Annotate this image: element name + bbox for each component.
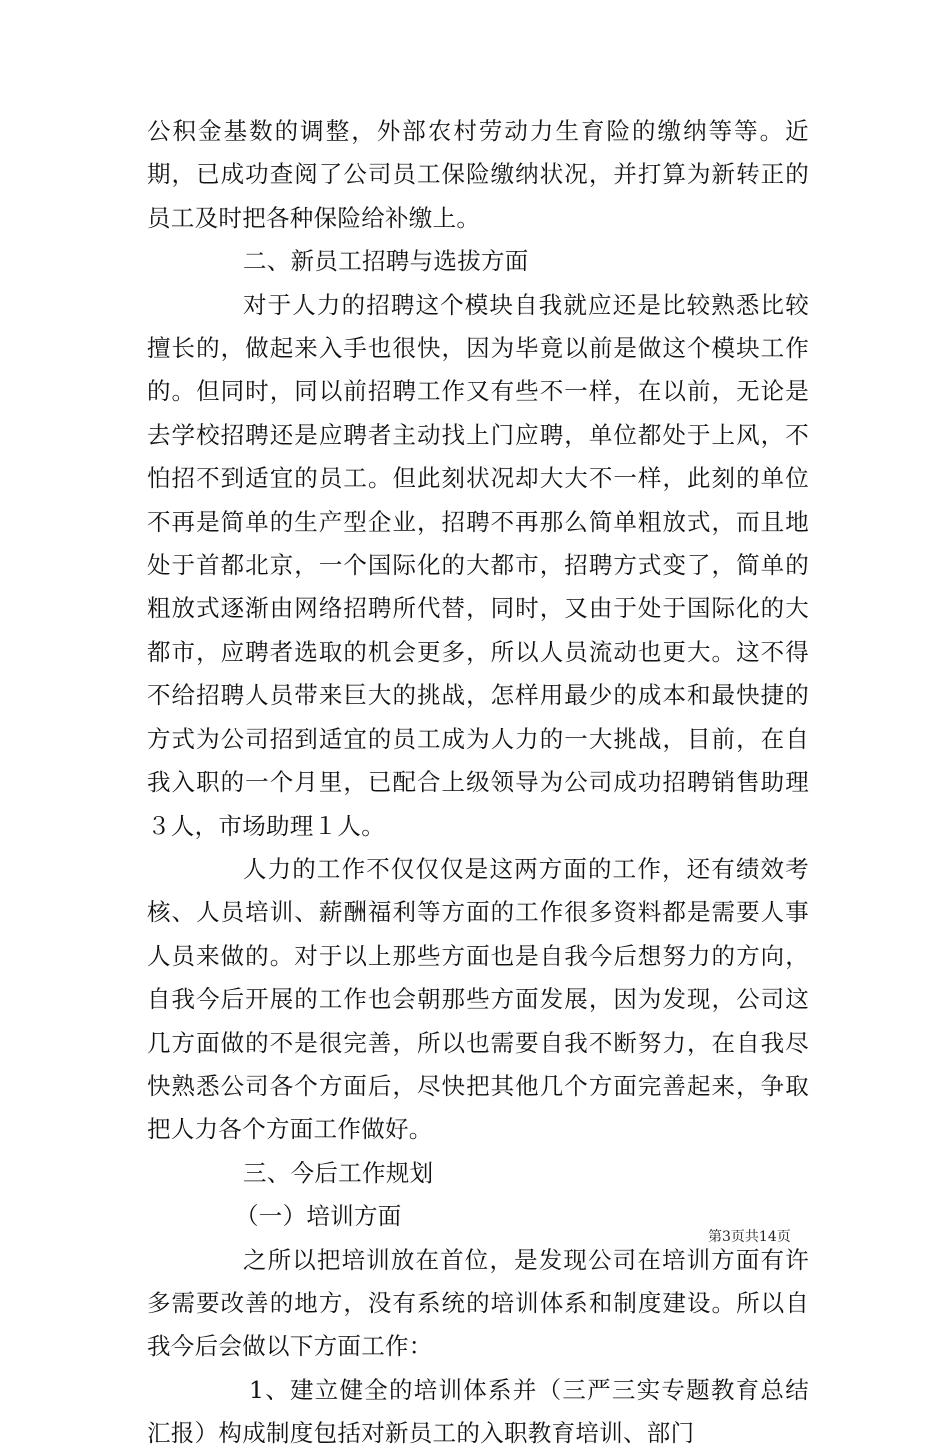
paragraph-training: 之所以把培训放在首位，是发现公司在培训方面有许多需要改善的地方，没有系统的培训体系和制度建设。所以自我今后会做以下方面工作： — [147, 1245, 809, 1361]
list-item-training-system: 1、建立健全的培训体系并（三严三实专题教育总结汇报）构成制度包括对新员工的入职教育培训、部门 — [147, 1375, 809, 1448]
paragraph-other-hr-work: 人力的工作不仅仅仅是这两方面的工作，还有绩效考核、人员培训、薪酬福利等方面的工作很多资料都是需要人事人员来做的。对于以上那些方面也是自我今后想努力的方向，自我今后开展的工作也会朝那些方面发展，因为发现，公司这几方面做的不是很完善，所以也需要自我不断努力，在自我尽快熟悉公司各个方面后，尽快把其他几个方面完善起来，争取把人力各个方面工作做好。 — [147, 854, 809, 1144]
section-heading-recruitment: 二、新员工招聘与选拔方面 — [243, 247, 529, 276]
subsection-heading-training: （一）培训方面 — [235, 1202, 402, 1231]
section-heading-future-plan: 三、今后工作规划 — [243, 1158, 434, 1187]
document-body — [147, 110, 809, 1456]
paragraph-recruitment: 对于人力的招聘这个模块自我就应还是比较熟悉比较擅长的，做起来入手也很快，因为毕竟以前是做这个模块工作的。但同时，同以前招聘工作又有些不一样，在以前，无论是去学校招聘还是应聘者主动找上门应聘，单位都处于上风，不怕招不到适宜的员工。但此刻状况却大大不一样，此刻的单位不再是简单的生产型企业，招聘不再那么简单粗放式，而且地处于首都北京，一个国际化的大都市，招聘方式变了，简单的粗放式逐渐由网络招聘所代替，同时，又由于处于国际化的大都市，应聘者选取的机会更多，所以人员流动也更大。这不得不给招聘人员带来巨大的挑战，怎样用最少的成本和最快捷的方式为公司招到适宜的员工成为人力的一大挑战，目前，在自我入职的一个月里，已配合上级领导为公司成功招聘销售助理３人，市场助理１人。 — [147, 290, 809, 840]
page-number: 第3页共14页 — [708, 1229, 791, 1245]
paragraph-insurance: 公积金基数的调整，外部农村劳动力生育险的缴纳等等。近期，已成功查阅了公司员工保险缴纳状况，并打算为新转正的员工及时把各种保险给补缴上。 — [147, 117, 809, 232]
